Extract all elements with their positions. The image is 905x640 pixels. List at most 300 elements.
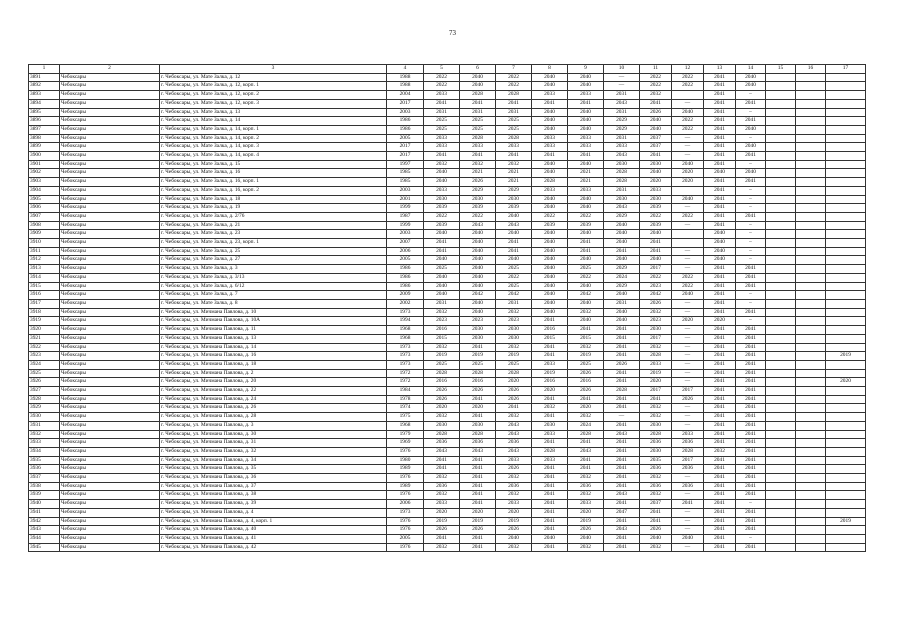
year-cell-col-16 [796,421,826,430]
year-cell-col-7: 2041 [496,239,532,248]
year-cell-col-10: 2028 [604,387,640,396]
year-cell-col-8: 2040 [532,230,568,239]
year-cell-col-14: 2041 [736,517,766,526]
year-cell-col-12 [672,186,704,195]
address-cell: г. Чебоксары, ул. Мичмана Павлова, д. 4, корп. 1 [160,517,387,526]
table-row [29,239,866,248]
year-cell-col-11: 2030 [640,447,672,456]
year-cell-col-14: 2040 [736,169,766,178]
year-cell-col-15 [766,134,796,143]
year-cell-col-9: 2016 [568,378,604,387]
year-cell-col-16 [796,474,826,483]
row-number-cell: 3935 [29,456,60,465]
year-cell-col-8: 2040 [532,108,568,117]
address-cell: г. Чебоксары, ул. Мате Залка, д. 16, корп. 1 [160,178,387,187]
year-cell-col-5: 2023 [424,317,460,326]
year-cell-col-10: 2041 [604,369,640,378]
year-cell-col-5: 2043 [424,447,460,456]
year-cell-col-16 [796,430,826,439]
year-cell-col-6: 2041 [460,99,496,108]
year-cell-col-6: 2028 [460,369,496,378]
year-cell-col-4: 1968 [387,326,424,335]
year-cell-col-13: 2041 [704,378,736,387]
table-row [29,108,866,117]
year-cell-col-5: 2041 [424,247,460,256]
year-cell-col-13: 2040 [704,247,736,256]
year-cell-col-4: 2007 [387,239,424,248]
year-cell-col-16 [796,125,826,134]
year-cell-col-16 [796,352,826,361]
year-cell-col-11: 2041 [640,517,672,526]
year-cell-col-10: 2040 [604,230,640,239]
year-cell-col-7: 2025 [496,265,532,274]
year-cell-col-12: — [672,491,704,500]
page-number: 73 [449,29,456,37]
year-cell-col-7: 2033 [496,456,532,465]
year-cell-col-16 [796,299,826,308]
year-cell-col-17 [826,256,866,265]
year-cell-col-8: 2040 [532,273,568,282]
year-cell-col-7: 2031 [496,108,532,117]
year-cell-col-10: 2040 [604,291,640,300]
year-cell-col-6: 2040 [460,256,496,265]
year-cell-col-8: 2033 [532,430,568,439]
city-cell: Чебоксары [60,317,160,326]
address-cell: г. Чебоксары, ул. Мичмана Павлова, д. 39 [160,500,387,509]
year-cell-col-15 [766,204,796,213]
year-cell-col-16 [796,117,826,126]
year-cell-col-9: 2040 [568,108,604,117]
year-cell-col-17 [826,230,866,239]
year-cell-col-12: 2017 [672,387,704,396]
year-cell-col-14: 2041 [736,360,766,369]
address-cell: г. Чебоксары, ул. Мате Залка, д. 8 [160,299,387,308]
year-cell-col-9: 2020 [568,508,604,517]
year-cell-col-7: 2036 [496,439,532,448]
city-cell: Чебоксары [60,160,160,169]
year-cell-col-17: 2019 [826,352,866,361]
year-cell-col-12: 2036 [672,465,704,474]
address-cell: г. Чебоксары, ул. Мичмана Павлова, д. 40 [160,526,387,535]
year-cell-col-13: 2041 [704,212,736,221]
row-number-cell: 3925 [29,369,60,378]
year-cell-col-12: — [672,404,704,413]
year-cell-col-15 [766,404,796,413]
year-cell-col-12: — [672,360,704,369]
address-cell: г. Чебоксары, ул. Мичмана Павлова, д. 18 [160,360,387,369]
year-cell-col-14: 2041 [736,465,766,474]
year-cell-col-6: 2042 [460,291,496,300]
city-cell: Чебоксары [60,282,160,291]
row-number-cell: 3945 [29,543,60,552]
year-cell-col-11: 2041 [640,152,672,161]
year-cell-col-15 [766,256,796,265]
year-cell-col-6: 2041 [460,343,496,352]
year-cell-col-12: — [672,143,704,152]
year-cell-col-17 [826,91,866,100]
year-cell-col-10: 2041 [604,378,640,387]
year-cell-col-14: 2041 [736,273,766,282]
year-cell-col-7: 2043 [496,221,532,230]
column-number-2: 2 [60,65,160,74]
row-number-cell: 3898 [29,134,60,143]
year-cell-col-11: 2041 [640,395,672,404]
year-cell-col-13: 2041 [704,117,736,126]
year-cell-col-10: — [604,73,640,82]
year-cell-col-13: 2041 [704,265,736,274]
year-cell-col-9: 2033 [568,500,604,509]
year-cell-col-11: 2017 [640,334,672,343]
year-cell-col-13: 2040 [704,256,736,265]
year-cell-col-6: 2043 [460,221,496,230]
table-row [29,82,866,91]
year-cell-col-12: — [672,334,704,343]
year-cell-col-17 [826,526,866,535]
year-cell-col-17 [826,465,866,474]
year-cell-col-15 [766,465,796,474]
year-cell-col-12: — [672,134,704,143]
row-number-cell: 3919 [29,317,60,326]
address-cell: г. Чебоксары, ул. Мате Залка, д. 14 [160,117,387,126]
year-cell-col-14: – [736,230,766,239]
city-cell: Чебоксары [60,500,160,509]
row-number-cell: 3942 [29,517,60,526]
city-cell: Чебоксары [60,534,160,543]
year-cell-col-13: 2041 [704,308,736,317]
city-cell: Чебоксары [60,125,160,134]
year-cell-col-5: 2032 [424,343,460,352]
year-cell-col-16 [796,317,826,326]
year-cell-col-9: 2022 [568,273,604,282]
year-cell-col-14: 2041 [736,117,766,126]
year-cell-col-8: 2040 [532,73,568,82]
year-cell-col-10: 2040 [604,239,640,248]
address-cell: г. Чебоксары, ул. Мате Залка, д. 16, корп. 2 [160,186,387,195]
year-cell-col-10: 2041 [604,404,640,413]
year-cell-col-14: 2041 [736,99,766,108]
year-cell-col-9: 2040 [568,160,604,169]
year-cell-col-5: 2025 [424,125,460,134]
year-cell-col-15 [766,395,796,404]
year-cell-col-6: 2031 [460,108,496,117]
year-cell-col-6: 2036 [460,439,496,448]
year-cell-col-5: 2022 [424,212,460,221]
year-cell-col-9: 2019 [568,352,604,361]
year-cell-col-9: 2041 [568,239,604,248]
year-cell-col-15 [766,273,796,282]
year-cell-col-16 [796,482,826,491]
year-cell-col-7: 2032 [496,474,532,483]
year-cell-col-4: 1969 [387,439,424,448]
row-number-cell: 3930 [29,413,60,422]
row-number-cell: 3908 [29,221,60,230]
year-cell-col-4: 2017 [387,152,424,161]
table-row [29,534,866,543]
year-cell-col-17 [826,273,866,282]
year-cell-col-15 [766,265,796,274]
year-cell-col-13: 2041 [704,352,736,361]
year-cell-col-9: 2039 [568,221,604,230]
year-cell-col-16 [796,108,826,117]
year-cell-col-5: 2039 [424,221,460,230]
year-cell-col-5: 2040 [424,291,460,300]
table-row [29,221,866,230]
year-cell-col-7: 2032 [496,491,532,500]
year-cell-col-13: 2041 [704,273,736,282]
year-cell-col-17 [826,491,866,500]
year-cell-col-8: 2041 [532,517,568,526]
year-cell-col-6: 2019 [460,352,496,361]
year-cell-col-15 [766,212,796,221]
row-number-cell: 3902 [29,169,60,178]
year-cell-col-14: 2041 [736,378,766,387]
address-cell: г. Чебоксары, ул. Мате Залка, д. 15 [160,160,387,169]
address-cell: г. Чебоксары, ул. Мичмана Павлова, д. 36 [160,474,387,483]
year-cell-col-10: 2041 [604,326,640,335]
year-cell-col-4: 1975 [387,413,424,422]
year-cell-col-11: 2036 [640,465,672,474]
city-cell: Чебоксары [60,230,160,239]
year-cell-col-17 [826,186,866,195]
row-number-cell: 3916 [29,291,60,300]
column-number-3: 3 [160,65,387,74]
year-cell-col-17: 2019 [826,517,866,526]
address-cell: г. Чебоксары, ул. Мичмана Павлова, д. 2 [160,369,387,378]
year-cell-col-12: 2033 [672,430,704,439]
year-cell-col-17 [826,239,866,248]
year-cell-col-12: — [672,247,704,256]
year-cell-col-8: 2033 [532,134,568,143]
year-cell-col-7: 2041 [496,404,532,413]
year-cell-col-7: 2032 [496,343,532,352]
year-cell-col-16 [796,500,826,509]
year-cell-col-4: 2006 [387,247,424,256]
year-cell-col-8: 2040 [532,195,568,204]
year-cell-col-14: 2040 [736,143,766,152]
year-cell-col-13: 2041 [704,73,736,82]
year-cell-col-13: 2041 [704,517,736,526]
year-cell-col-9: 2041 [568,439,604,448]
year-cell-col-11: 2022 [640,273,672,282]
year-cell-col-8: 2040 [532,282,568,291]
address-cell: г. Чебоксары, ул. Мичмана Павлова, д. 14 [160,343,387,352]
row-number-cell: 3914 [29,273,60,282]
address-cell: г. Чебоксары, ул. Мате Залка, д. 14, корп. 1 [160,125,387,134]
year-cell-col-17 [826,291,866,300]
year-cell-col-4: 1980 [387,456,424,465]
year-cell-col-13: 2041 [704,143,736,152]
address-cell: г. Чебоксары, ул. Мичмана Павлова, д. 3 [160,421,387,430]
row-number-cell: 3929 [29,404,60,413]
address-cell: г. Чебоксары, ул. Мичмана Павлова, д. 37 [160,482,387,491]
year-cell-col-14: – [736,221,766,230]
row-number-cell: 3934 [29,447,60,456]
year-cell-col-9: 2025 [568,265,604,274]
column-number-8: 8 [532,65,568,74]
year-cell-col-10: 2030 [604,160,640,169]
year-cell-col-14: 2041 [736,334,766,343]
year-cell-col-11: 2032 [640,474,672,483]
year-cell-col-16 [796,160,826,169]
row-number-cell: 3937 [29,474,60,483]
year-cell-col-9: 2040 [568,117,604,126]
year-cell-col-16 [796,152,826,161]
city-cell: Чебоксары [60,204,160,213]
year-cell-col-8: 2041 [532,474,568,483]
row-number-cell: 3920 [29,326,60,335]
year-cell-col-13: 2041 [704,369,736,378]
year-cell-col-14: – [736,91,766,100]
year-cell-col-11: 2036 [640,482,672,491]
address-cell: г. Чебоксары, ул. Мате Залка, д. 3 [160,265,387,274]
year-cell-col-13: 2041 [704,282,736,291]
year-cell-col-13: 2041 [704,160,736,169]
year-cell-col-16 [796,378,826,387]
year-cell-col-4: 2003 [387,108,424,117]
year-cell-col-17 [826,430,866,439]
table-row [29,526,866,535]
city-cell: Чебоксары [60,491,160,500]
year-cell-col-12: 2022 [672,273,704,282]
year-cell-col-10: 2043 [604,152,640,161]
year-cell-col-17 [826,534,866,543]
year-cell-col-15 [766,508,796,517]
year-cell-col-13: 2041 [704,404,736,413]
year-cell-col-8: 2041 [532,395,568,404]
year-cell-col-5: 2041 [424,456,460,465]
year-cell-col-7: 2020 [496,378,532,387]
year-cell-col-15 [766,378,796,387]
year-cell-col-15 [766,430,796,439]
city-cell: Чебоксары [60,352,160,361]
year-cell-col-14: 2041 [736,404,766,413]
year-cell-col-11: 2026 [640,108,672,117]
year-cell-col-13: 2040 [704,230,736,239]
year-cell-col-13: 2041 [704,334,736,343]
year-cell-col-13: 2041 [704,91,736,100]
year-cell-col-9: 2033 [568,134,604,143]
year-cell-col-4: 1973 [387,343,424,352]
year-cell-col-12: — [672,352,704,361]
address-cell: г. Чебоксары, ул. Мате Залка, д. 23, корп. 1 [160,239,387,248]
year-cell-col-5: 2031 [424,299,460,308]
year-cell-col-16 [796,413,826,422]
address-cell: г. Чебоксары, ул. Мичмана Павлова, д. 42 [160,543,387,552]
year-cell-col-5: 2033 [424,186,460,195]
year-cell-col-16 [796,404,826,413]
year-cell-col-16 [796,186,826,195]
year-cell-col-10: 2041 [604,421,640,430]
year-cell-col-12: 2022 [672,82,704,91]
address-cell: г. Чебоксары, ул. Мате Залка, д. 16 [160,169,387,178]
year-cell-col-17 [826,282,866,291]
table-row [29,421,866,430]
year-cell-col-5: 2041 [424,239,460,248]
year-cell-col-4: 1968 [387,334,424,343]
table-row [29,117,866,126]
year-cell-col-4: 1973 [387,508,424,517]
year-cell-col-7: 2020 [496,508,532,517]
city-cell: Чебоксары [60,256,160,265]
year-cell-col-6: 2040 [460,308,496,317]
year-cell-col-6: 2041 [460,413,496,422]
table-row [29,143,866,152]
year-cell-col-10: 2041 [604,343,640,352]
year-cell-col-11: 2028 [640,352,672,361]
year-cell-col-15 [766,334,796,343]
year-cell-col-13: 2041 [704,186,736,195]
address-cell: г. Чебоксары, ул. Мичмана Павлова, д. 22 [160,387,387,396]
table-row [29,256,866,265]
year-cell-col-15 [766,143,796,152]
year-cell-col-10: — [604,413,640,422]
year-cell-col-15 [766,160,796,169]
year-cell-col-11: 2023 [640,282,672,291]
year-cell-col-10: 2041 [604,395,640,404]
table-row [29,91,866,100]
year-cell-col-12: — [672,152,704,161]
year-cell-col-9: 2032 [568,413,604,422]
year-cell-col-4: 1988 [387,73,424,82]
year-cell-col-5: 2025 [424,117,460,126]
year-cell-col-10: 2041 [604,334,640,343]
year-cell-col-10: 2029 [604,282,640,291]
year-cell-col-4: 2017 [387,143,424,152]
year-cell-col-7: 2023 [496,317,532,326]
year-cell-col-5: 2032 [424,308,460,317]
year-cell-col-7: 2042 [496,291,532,300]
year-cell-col-6: 2040 [460,239,496,248]
year-cell-col-13: 2041 [704,221,736,230]
year-cell-col-4: 2003 [387,230,424,239]
city-cell: Чебоксары [60,273,160,282]
year-cell-col-16 [796,534,826,543]
year-cell-col-15 [766,247,796,256]
year-cell-col-12: 2040 [672,108,704,117]
address-cell: г. Чебоксары, ул. Мате Залка, д. 3/13 [160,273,387,282]
city-cell: Чебоксары [60,543,160,552]
year-cell-col-8: 2041 [532,317,568,326]
year-cell-col-6: 2041 [460,474,496,483]
address-cell: г. Чебоксары, ул. Мате Залка, д. 27 [160,256,387,265]
year-cell-col-14: 2041 [736,439,766,448]
year-cell-col-5: 2040 [424,282,460,291]
year-cell-col-17 [826,395,866,404]
year-cell-col-14: – [736,239,766,248]
year-cell-col-11: 2039 [640,204,672,213]
city-cell: Чебоксары [60,169,160,178]
row-number-cell: 3903 [29,178,60,187]
table-row [29,291,866,300]
row-number-cell: 3909 [29,230,60,239]
year-cell-col-11: 2033 [640,360,672,369]
year-cell-col-13: 2041 [704,195,736,204]
year-cell-col-15 [766,308,796,317]
year-cell-col-9: 2040 [568,317,604,326]
year-cell-col-13: 2041 [704,326,736,335]
city-cell: Чебоксары [60,99,160,108]
year-cell-col-16 [796,447,826,456]
address-cell: г. Чебоксары, ул. Мичмана Павлова, д. 20 [160,378,387,387]
year-cell-col-10: 2028 [604,178,640,187]
year-cell-col-14: 2041 [736,308,766,317]
year-cell-col-4: 1985 [387,178,424,187]
year-cell-col-8: 2033 [532,91,568,100]
year-cell-col-9: 2036 [568,482,604,491]
year-cell-col-16 [796,334,826,343]
year-cell-col-9: 2033 [568,186,604,195]
year-cell-col-9: 2032 [568,343,604,352]
